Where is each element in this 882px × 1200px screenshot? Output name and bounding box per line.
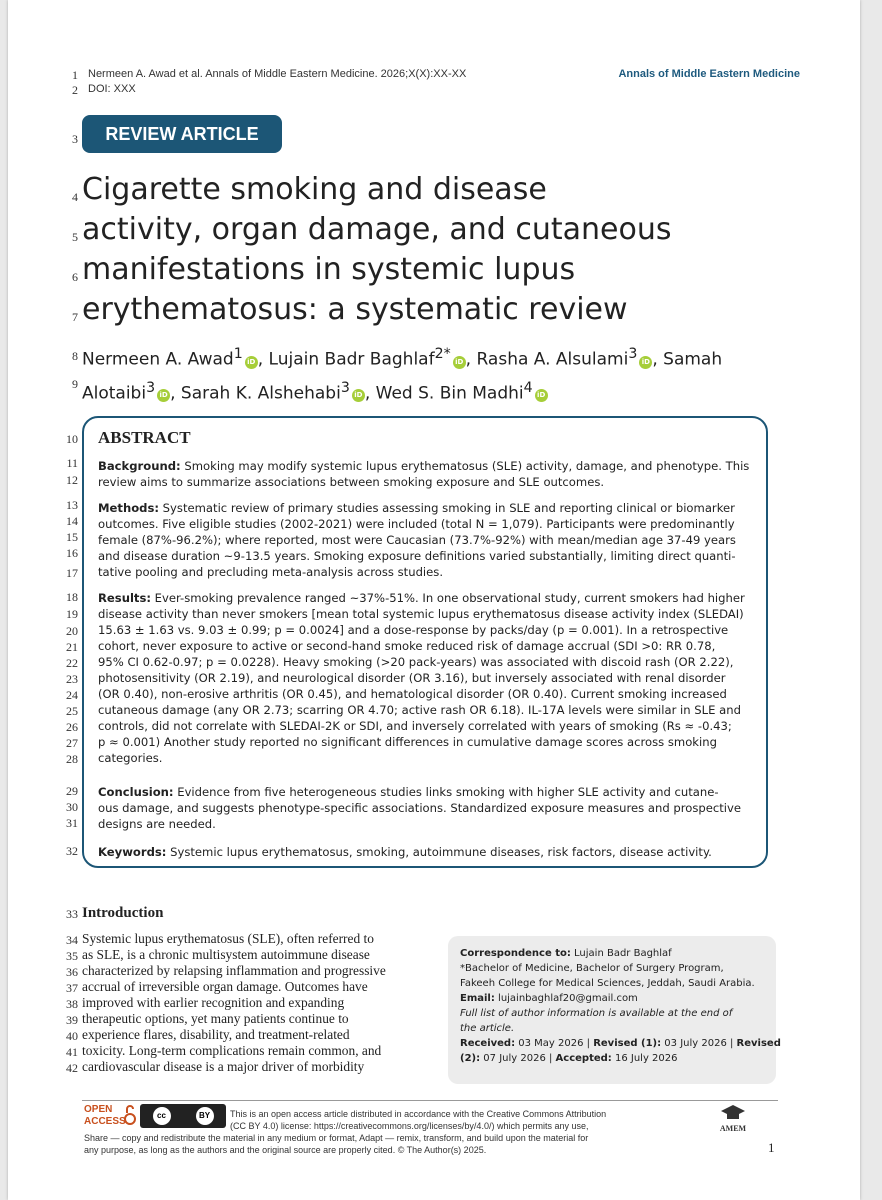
abstract-line: photosensitivity (OR 2.19), and neurological disorder (OR 3.16), but inversely associated with renal disorder (98, 671, 726, 685)
orcid-icon[interactable]: iD (245, 356, 258, 369)
abstract-line: Ever-smoking prevalence ranged ~37%-51%. In one observational study, current smokers had higher (151, 591, 745, 605)
intro-line: Systemic lupus erythematosus (SLE), often referred to (82, 931, 374, 946)
open-access-text: ACCESS (84, 1116, 126, 1127)
author-affiliation: 2* (434, 346, 451, 362)
line-number: 4 (72, 190, 78, 204)
author-affiliation: 3 (146, 379, 156, 396)
amem-logo (716, 1104, 750, 1133)
intro-line: as SLE, is a chronic multisystem autoimmune disease (82, 947, 370, 962)
graduation-cap-icon (720, 1104, 746, 1122)
line-number: 39 (66, 1013, 78, 1027)
abstract-line: female (87%-96.2%); where reported, most were Caucasian (73.7%-92%) with mean/median age 37-49 years (98, 533, 736, 547)
license-text (230, 1108, 680, 1132)
author-affiliation: 1 (233, 346, 243, 362)
license-line: any purpose, as long as the authors and the original source are properly cited. © The Author(s) 2025. (84, 1145, 487, 1155)
author-list (82, 340, 722, 407)
received-date: 03 May 2026 | (515, 1038, 594, 1049)
abstract-box (82, 416, 768, 868)
page-number: 1 (768, 1140, 775, 1155)
line-number: 9 (72, 377, 78, 391)
line-number: 17 (66, 566, 78, 580)
intro-line: cardiovascular disease is a major driver of morbidity (82, 1059, 365, 1074)
intro-line: experience flares, disability, and treatment-related (82, 1027, 350, 1042)
line-number: 19 (66, 607, 78, 621)
line-number: 34 (66, 933, 78, 947)
intro-line: characterized by relapsing inflammation and progressive (82, 963, 386, 978)
line-number: 31 (66, 816, 78, 830)
received-label: Received: (460, 1038, 516, 1049)
author-info-note: the article. (460, 1023, 515, 1034)
section-label: Results: (98, 591, 151, 605)
section-label: Background: (98, 459, 181, 473)
title-line: erythematosus: a systematic review (82, 292, 628, 327)
affiliation-line: *Bachelor of Medicine, Bachelor of Surgery Program, (460, 963, 724, 974)
author-name: , Sarah K. Alshehabi (170, 383, 341, 404)
doi-line: DOI: XXX (88, 83, 136, 95)
orcid-icon[interactable]: iD (639, 356, 652, 369)
line-number: 25 (66, 704, 78, 718)
correspondence-label: Correspondence to: (460, 948, 571, 959)
intro-line: accrual of irreversible organ damage. Outcomes have (82, 979, 368, 994)
open-access-text: OPEN (84, 1104, 113, 1115)
abstract-line: review aims to summarize associations between smoking exposure and SLE outcomes. (98, 475, 605, 489)
line-number: 33 (66, 907, 78, 921)
footer-divider (82, 1100, 778, 1101)
accepted-label: Accepted: (555, 1053, 612, 1064)
author-affiliation: 3 (628, 346, 638, 362)
line-number: 41 (66, 1045, 78, 1059)
author-name: Nermeen A. Awad (82, 349, 234, 370)
line-number: 40 (66, 1029, 78, 1043)
line-number: 8 (72, 349, 78, 363)
line-number: 12 (66, 473, 78, 487)
orcid-icon[interactable]: iD (535, 389, 548, 402)
line-number: 24 (66, 688, 78, 702)
author-affiliation: 4 (523, 379, 533, 396)
journal-name: Annals of Middle Eastern Medicine (618, 68, 800, 80)
revised1-date: 03 July 2026 | (661, 1038, 737, 1049)
revised2-label: (2): (460, 1053, 481, 1064)
author-name: Alotaibi (82, 383, 147, 404)
line-number: 6 (72, 270, 78, 284)
abstract-results (98, 590, 756, 766)
title-line: Cigarette smoking and disease (82, 172, 547, 207)
author-affiliation: 3 (340, 379, 350, 396)
abstract-keywords (98, 844, 756, 860)
section-label: Keywords: (98, 845, 167, 859)
license-text (84, 1132, 684, 1156)
abstract-line: (OR 0.40), non-erosive arthritis (OR 0.45), and hematological disorder (OR 0.40). Current smoking increased (98, 687, 727, 701)
line-number: 37 (66, 981, 78, 995)
line-number: 23 (66, 672, 78, 686)
line-number: 13 (66, 498, 78, 512)
author-name: , Lujain Badr Baghlaf (257, 349, 435, 370)
line-number: 5 (72, 230, 78, 244)
orcid-icon[interactable]: iD (157, 389, 170, 402)
abstract-methods (98, 500, 756, 580)
abstract-line: 15.63 ± 1.63 vs. 9.03 ± 0.99; p = 0.0024] and a dose-response by packs/day (p = 0.001). In a retrospective (98, 623, 729, 637)
open-access-lock-icon (124, 1104, 136, 1126)
line-number: 21 (66, 640, 78, 654)
line-number: 11 (66, 456, 78, 470)
cc-icon: cc (153, 1107, 171, 1125)
abstract-line: Smoking may modify systemic lupus erythematosus (SLE) activity, damage, and phenotype. This (180, 459, 750, 473)
accepted-date: 16 July 2026 (611, 1053, 678, 1064)
open-access-logo (84, 1104, 126, 1128)
intro-line: toxicity. Long-term complications remain common, and (82, 1043, 382, 1058)
revised2-label: Revised (736, 1038, 781, 1049)
abstract-line: ous damage, and suggests phenotype-specific associations. Standardized exposure measures and prospective (98, 801, 741, 815)
abstract-line: cohort, never exposure to active or second-hand smoke reduced risk of damage accrual (SDI >0: RR 0.78, (98, 639, 716, 653)
title-line: activity, organ damage, and cutaneous (82, 212, 672, 247)
line-number: 30 (66, 800, 78, 814)
line-number: 2 (72, 83, 78, 97)
cc-by-license-badge[interactable] (140, 1104, 226, 1128)
line-number: 38 (66, 997, 78, 1011)
abstract-line: and disease duration ~9-13.5 years. Smoking exposure definitions varied substantially, limiting direct quanti- (98, 549, 736, 563)
abstract-line: Systematic review of primary studies assessing smoking in SLE and reporting clinical or biomarker (159, 501, 735, 515)
line-number: 1 (72, 68, 78, 82)
orcid-icon[interactable]: iD (453, 356, 466, 369)
keywords-text: Systemic lupus erythematosus, smoking, autoimmune diseases, risk factors, disease activity. (166, 845, 712, 859)
amem-logo-text: AMEM (719, 1124, 747, 1133)
author-name: , Rasha A. Alsulami (465, 349, 629, 370)
line-number: 22 (66, 656, 78, 670)
abstract-line: Evidence from five heterogeneous studies links smoking with higher SLE activity and cutane- (173, 785, 719, 799)
abstract-line: cutaneous damage (any OR 2.73; scarring OR 4.70; active rash OR 6.18). IL-17A levels were similar in SLE and (98, 703, 741, 717)
author-info-note: Full list of author information is available at the end of (460, 1008, 733, 1019)
line-number: 15 (66, 530, 78, 544)
line-number: 14 (66, 514, 78, 528)
author-name: , Samah (652, 349, 723, 370)
line-number: 20 (66, 624, 78, 638)
section-label: Methods: (98, 501, 159, 515)
line-number: 16 (66, 546, 78, 560)
introduction-body (82, 931, 412, 1075)
revised2-date: 07 July 2026 | (480, 1053, 556, 1064)
intro-line: improved with earlier recognition and expanding (82, 995, 345, 1010)
title-line: manifestations in systemic lupus (82, 252, 576, 287)
line-number: 10 (66, 432, 78, 446)
line-number: 26 (66, 720, 78, 734)
abstract-line: disease activity than never smokers [mean total systemic lupus erythematosus disease activity index (SLEDAI) (98, 607, 744, 621)
affiliation-line: Fakeeh College for Medical Sciences, Jeddah, Saudi Arabia. (460, 978, 755, 989)
abstract-line: categories. (98, 751, 163, 765)
abstract-line: outcomes. Five eligible studies (2002-2021) were included (total N = 1,079). Participants were predominantly (98, 517, 735, 531)
abstract-background (98, 458, 756, 490)
intro-line: therapeutic options, yet many patients continue to (82, 1011, 349, 1026)
abstract-line: p ≈ 0.001) Another study reported no significant differences in cumulative damage scores across smoking (98, 735, 717, 749)
by-icon: BY (196, 1107, 214, 1125)
line-number: 3 (72, 132, 78, 146)
article-title (82, 170, 672, 330)
line-number: 18 (66, 590, 78, 604)
abstract-line: controls, did not correlate with SLEDAI-2K or SDI, and inversely correlated with years of smoking (Rs ≈ -0.43; (98, 719, 732, 733)
line-number: 7 (72, 310, 78, 324)
abstract-line: designs are needed. (98, 817, 216, 831)
abstract-line: 95% CI 0.62-0.97; p = 0.0228). Heavy smoking (>20 pack-years) was associated with discoid rash (OR 2.22), (98, 655, 734, 669)
correspondence-box (448, 936, 781, 1084)
correspondence-name: Lujain Badr Baghlaf (570, 948, 672, 959)
citation-line: Nermeen A. Awad et al. Annals of Middle Eastern Medicine. 2026;X(X):XX-XX (88, 68, 467, 80)
email-link[interactable]: lujainbaghlaf20@gmail.com (494, 993, 638, 1004)
author-name: , Wed S. Bin Madhi (364, 383, 524, 404)
line-number: 35 (66, 949, 78, 963)
license-line: Share — copy and redistribute the material in any medium or format, Adapt — remix, transform, and build upon the material for (84, 1133, 589, 1143)
license-line: (CC BY 4.0) license: https://creativecommons.org/licenses/by/4.0/) which permits any use, (230, 1121, 589, 1131)
email-label: Email: (460, 993, 495, 1004)
license-line: This is an open access article distributed in accordance with the Creative Commons Attribution (230, 1109, 607, 1119)
line-number: 42 (66, 1061, 78, 1075)
line-number: 36 (66, 965, 78, 979)
line-number: 29 (66, 784, 78, 798)
revised1-label: Revised (1): (593, 1038, 662, 1049)
orcid-icon[interactable]: iD (352, 389, 365, 402)
abstract-line: tative pooling and precluding meta-analysis across studies. (98, 565, 444, 579)
line-number: 27 (66, 736, 78, 750)
abstract-heading: ABSTRACT (98, 428, 191, 447)
line-number: 28 (66, 752, 78, 766)
article-type-badge: REVIEW ARTICLE (82, 115, 282, 153)
line-number: 32 (66, 844, 78, 858)
section-label: Conclusion: (98, 785, 174, 799)
abstract-conclusion (98, 784, 756, 832)
introduction-heading: Introduction (82, 905, 164, 921)
